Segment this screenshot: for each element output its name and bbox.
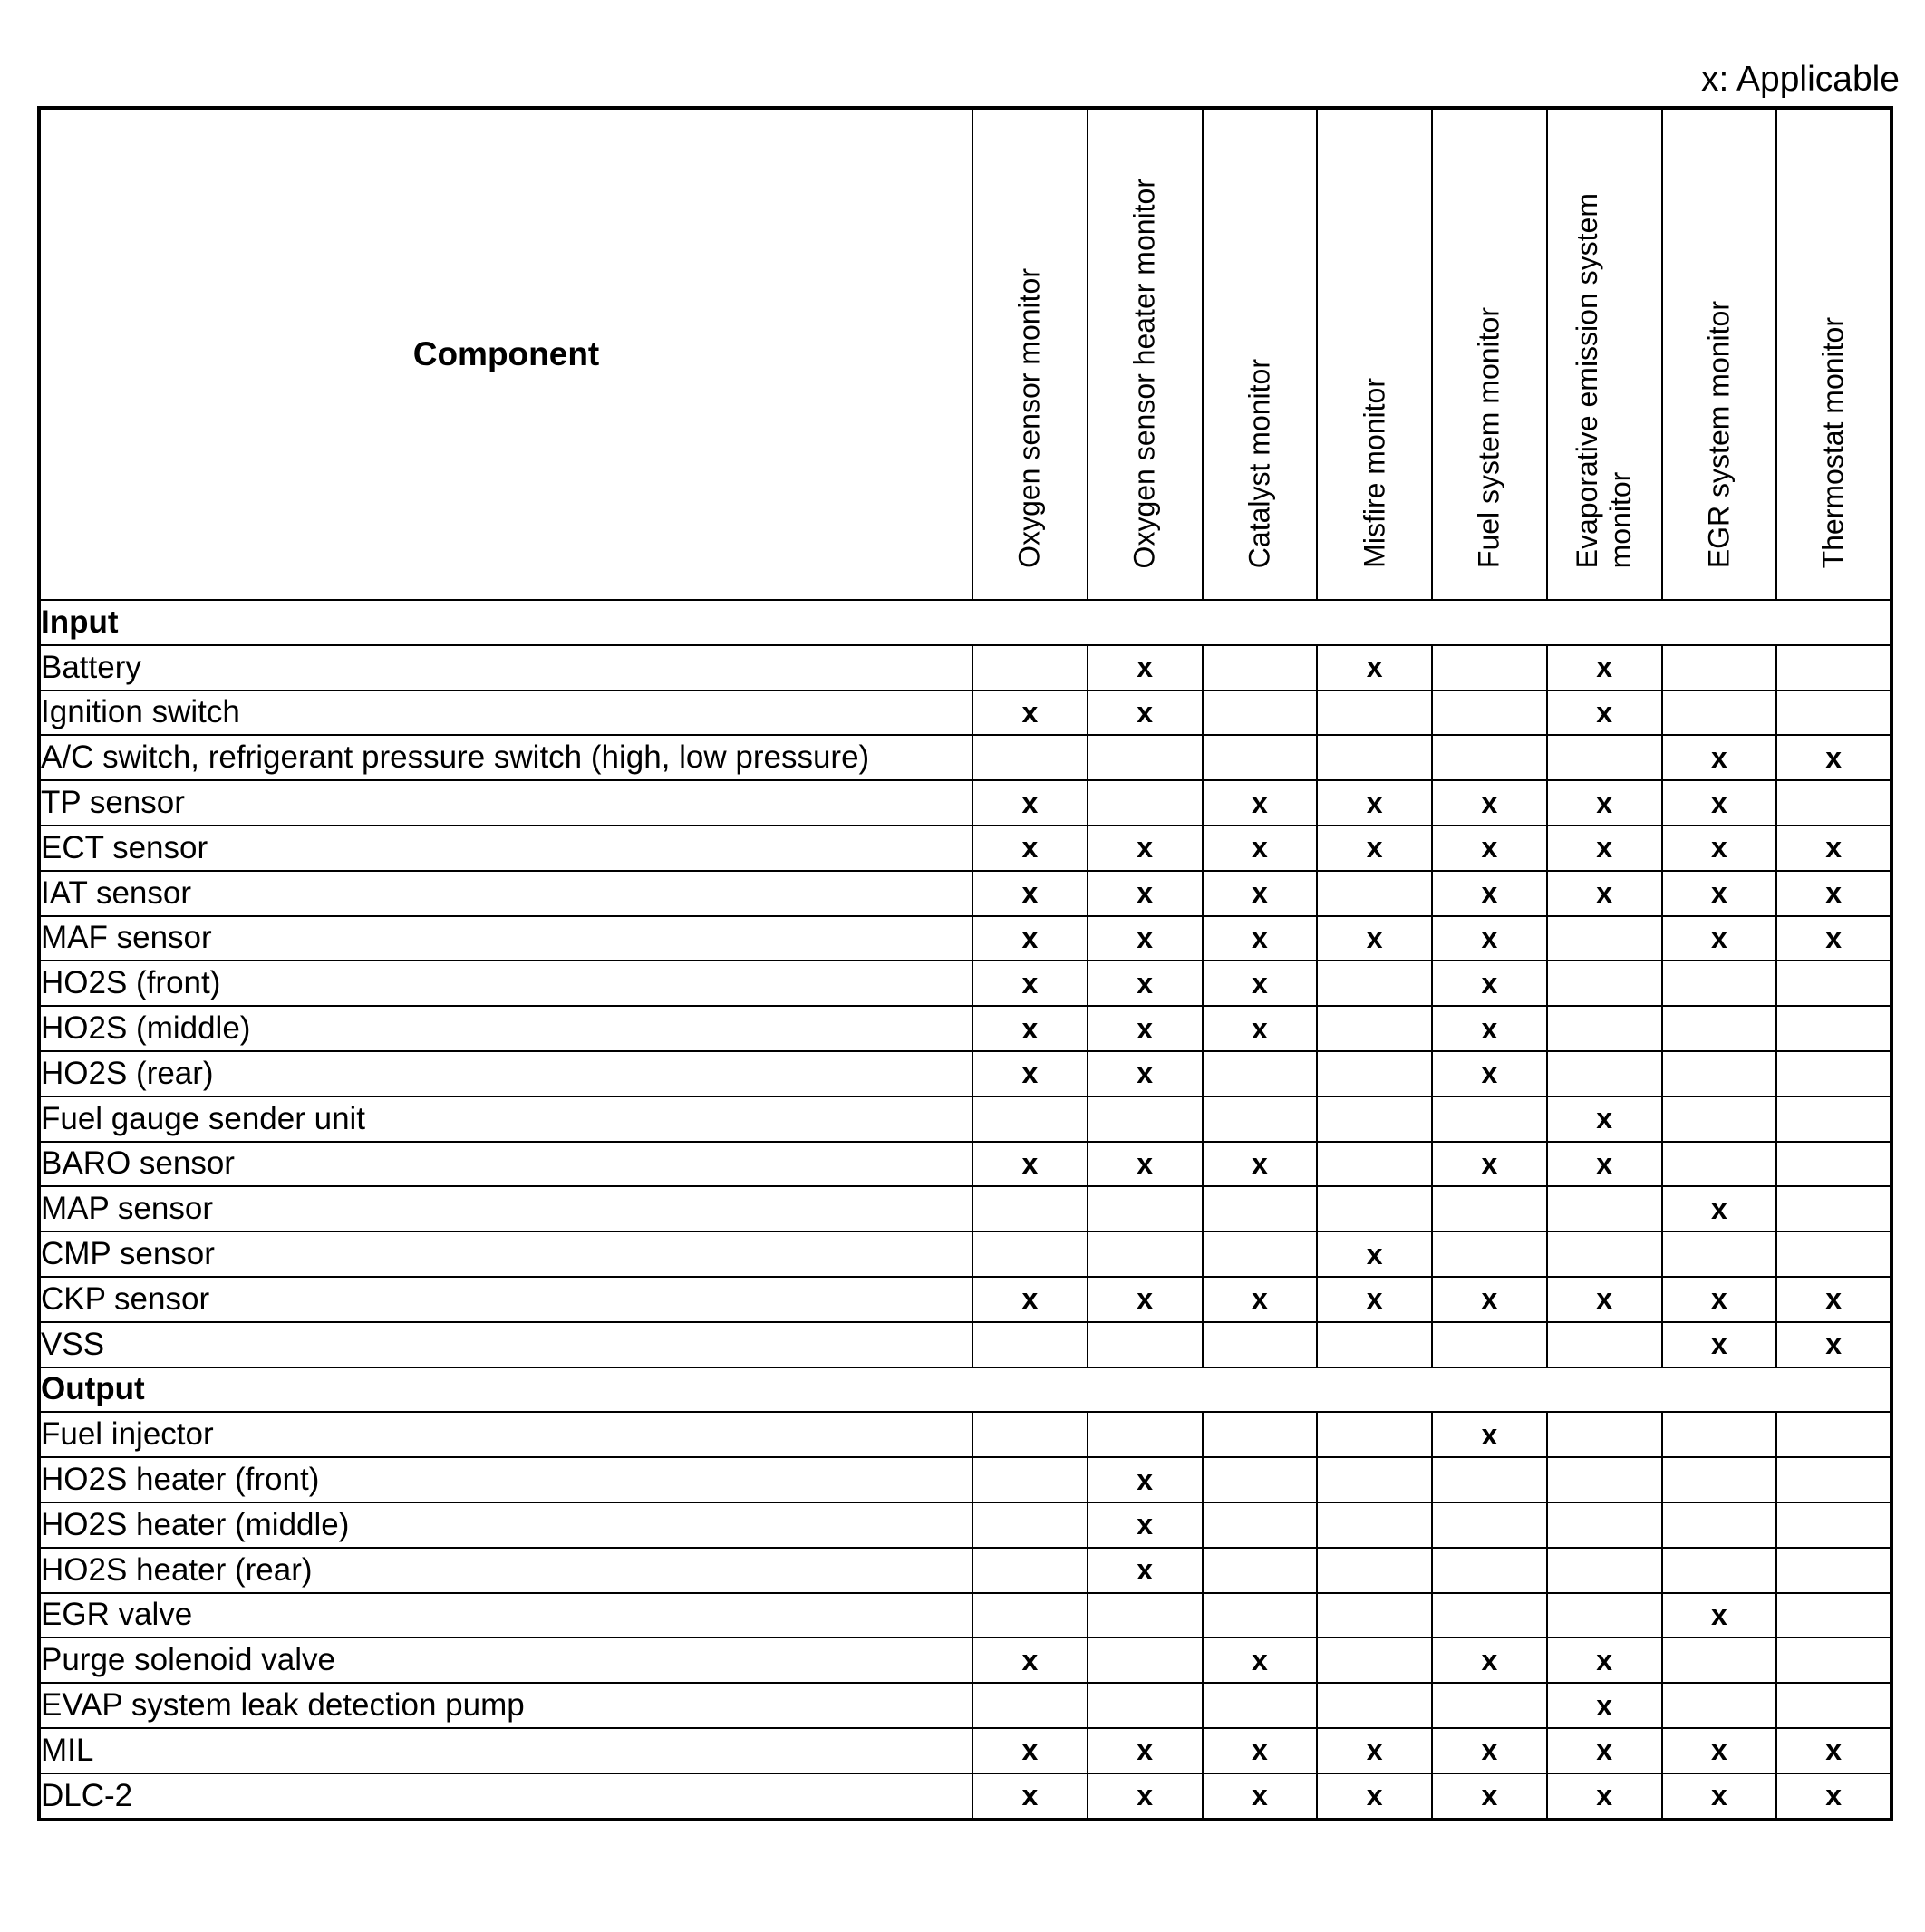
empty-cell: [1432, 645, 1547, 691]
applicable-mark: x: [1547, 871, 1662, 916]
component-label: CKP sensor: [39, 1277, 972, 1322]
component-label: A/C switch, refrigerant pressure switch (high, low pressure): [39, 735, 972, 780]
applicable-mark: x: [1317, 916, 1432, 961]
component-label: HO2S (rear): [39, 1051, 972, 1096]
empty-cell: [1317, 961, 1432, 1006]
empty-cell: [1776, 1051, 1891, 1096]
empty-cell: [1776, 1683, 1891, 1728]
applicable-mark: x: [1317, 1232, 1432, 1277]
component-label: CMP sensor: [39, 1232, 972, 1277]
empty-cell: [1432, 1232, 1547, 1277]
empty-cell: [1432, 1502, 1547, 1548]
empty-cell: [1662, 961, 1777, 1006]
applicable-mark: x: [1203, 1277, 1318, 1322]
empty-cell: [1317, 1637, 1432, 1683]
table-row: [39, 916, 1891, 961]
applicable-mark: x: [1203, 916, 1318, 961]
empty-cell: [1203, 1683, 1318, 1728]
applicable-mark: x: [1547, 645, 1662, 691]
applicable-mark: x: [1662, 1277, 1777, 1322]
table-row: [39, 826, 1891, 871]
empty-cell: [1432, 1322, 1547, 1367]
table-row: [39, 691, 1891, 736]
applicable-mark: x: [1547, 1728, 1662, 1773]
table-row: [39, 1593, 1891, 1638]
applicable-mark: x: [1776, 1728, 1891, 1773]
empty-cell: [972, 1593, 1088, 1638]
empty-cell: [1776, 961, 1891, 1006]
empty-cell: [1203, 691, 1318, 736]
monitor-header-label: Catalyst monitor: [1243, 358, 1276, 568]
applicable-mark: x: [1662, 1728, 1777, 1773]
table-row: [39, 1277, 1891, 1322]
empty-cell: [1776, 691, 1891, 736]
empty-cell: [1203, 735, 1318, 780]
monitor-header-label: Evaporative emission system monitor: [1571, 192, 1638, 568]
empty-cell: [1547, 1051, 1662, 1096]
table-row: [39, 1006, 1891, 1051]
applicable-mark: x: [1432, 826, 1547, 871]
empty-cell: [1432, 735, 1547, 780]
empty-cell: [1432, 1593, 1547, 1638]
component-label: IAT sensor: [39, 871, 972, 916]
empty-cell: [1317, 1051, 1432, 1096]
applicable-mark: x: [1088, 916, 1203, 961]
table-row: [39, 1322, 1891, 1367]
applicable-mark: x: [1088, 1502, 1203, 1548]
monitor-header-evaporative-emission: [1547, 108, 1662, 600]
empty-cell: [1776, 1548, 1891, 1593]
applicable-mark: x: [1088, 1773, 1203, 1820]
applicable-mark: x: [1432, 1728, 1547, 1773]
empty-cell: [972, 1457, 1088, 1502]
component-label: VSS: [39, 1322, 972, 1367]
applicable-mark: x: [1088, 1457, 1203, 1502]
empty-cell: [1317, 1096, 1432, 1142]
applicable-mark: x: [972, 1728, 1088, 1773]
empty-cell: [1662, 1457, 1777, 1502]
component-column-header: Component: [39, 108, 972, 600]
component-label: HO2S heater (rear): [39, 1548, 972, 1593]
empty-cell: [1547, 1457, 1662, 1502]
section-title: Output: [39, 1367, 1891, 1413]
empty-cell: [1432, 1096, 1547, 1142]
applicable-mark: x: [1547, 1637, 1662, 1683]
component-label: HO2S heater (front): [39, 1457, 972, 1502]
applicable-mark: x: [1317, 1773, 1432, 1820]
empty-cell: [1662, 691, 1777, 736]
empty-cell: [1432, 1457, 1547, 1502]
table-row: [39, 961, 1891, 1006]
monitor-header-oxygen-sensor-heater: [1088, 108, 1203, 600]
applicable-mark: x: [1776, 735, 1891, 780]
applicable-mark: x: [1317, 1728, 1432, 1773]
table-row: [39, 871, 1891, 916]
empty-cell: [1662, 1006, 1777, 1051]
empty-cell: [1547, 916, 1662, 961]
applicable-mark: x: [1662, 1593, 1777, 1638]
empty-cell: [1662, 1548, 1777, 1593]
empty-cell: [1776, 780, 1891, 826]
empty-cell: [1317, 1006, 1432, 1051]
applicable-mark: x: [1662, 1186, 1777, 1232]
empty-cell: [1203, 1457, 1318, 1502]
empty-cell: [1088, 1096, 1203, 1142]
applicable-mark: x: [1203, 780, 1318, 826]
component-label: Fuel gauge sender unit: [39, 1096, 972, 1142]
empty-cell: [1317, 1186, 1432, 1232]
empty-cell: [1432, 1683, 1547, 1728]
component-label: EGR valve: [39, 1593, 972, 1638]
applicable-mark: x: [1432, 1773, 1547, 1820]
applicable-mark: x: [1088, 1051, 1203, 1096]
component-label: Ignition switch: [39, 691, 972, 736]
empty-cell: [1662, 1096, 1777, 1142]
monitor-component-table: [37, 106, 1893, 1821]
applicable-mark: x: [1203, 1773, 1318, 1820]
empty-cell: [1547, 735, 1662, 780]
applicable-mark: x: [1432, 1006, 1547, 1051]
empty-cell: [1662, 1502, 1777, 1548]
empty-cell: [1317, 1502, 1432, 1548]
empty-cell: [1088, 1637, 1203, 1683]
applicable-mark: x: [1662, 1322, 1777, 1367]
applicable-mark: x: [1432, 1142, 1547, 1187]
table-row: [39, 1457, 1891, 1502]
applicable-mark: x: [972, 1277, 1088, 1322]
applicable-mark: x: [1432, 1412, 1547, 1457]
empty-cell: [1776, 1142, 1891, 1187]
empty-cell: [1088, 1186, 1203, 1232]
empty-cell: [1088, 735, 1203, 780]
applicable-mark: x: [1776, 826, 1891, 871]
table-row: [39, 1412, 1891, 1457]
empty-cell: [1547, 1412, 1662, 1457]
empty-cell: [972, 735, 1088, 780]
section-row: [39, 600, 1891, 645]
empty-cell: [972, 1412, 1088, 1457]
component-label: MIL: [39, 1728, 972, 1773]
empty-cell: [1547, 1502, 1662, 1548]
applicable-mark: x: [1432, 916, 1547, 961]
table-row: [39, 1051, 1891, 1096]
table-row: [39, 1637, 1891, 1683]
component-label: DLC-2: [39, 1773, 972, 1820]
table-row: [39, 780, 1891, 826]
applicable-mark: x: [1662, 826, 1777, 871]
applicable-mark: x: [1547, 780, 1662, 826]
component-label: EVAP system leak detection pump: [39, 1683, 972, 1728]
empty-cell: [1662, 1232, 1777, 1277]
empty-cell: [1662, 1637, 1777, 1683]
empty-cell: [1547, 1186, 1662, 1232]
component-label: HO2S (front): [39, 961, 972, 1006]
monitor-header-thermostat: [1776, 108, 1891, 600]
table-row: [39, 1142, 1891, 1187]
empty-cell: [1317, 871, 1432, 916]
applicable-mark: x: [1776, 871, 1891, 916]
applicable-mark: x: [972, 1051, 1088, 1096]
empty-cell: [1088, 1322, 1203, 1367]
table-row: [39, 1502, 1891, 1548]
applicable-mark: x: [1432, 1051, 1547, 1096]
applicable-mark: x: [1203, 871, 1318, 916]
applicable-mark: x: [1547, 826, 1662, 871]
monitor-header-label: EGR system monitor: [1702, 300, 1736, 568]
applicable-mark: x: [972, 826, 1088, 871]
empty-cell: [1203, 1096, 1318, 1142]
applicable-mark: x: [1662, 780, 1777, 826]
empty-cell: [1547, 1593, 1662, 1638]
applicable-mark: x: [972, 1142, 1088, 1187]
empty-cell: [1203, 1502, 1318, 1548]
applicable-mark: x: [972, 871, 1088, 916]
empty-cell: [1432, 1548, 1547, 1593]
empty-cell: [1776, 1096, 1891, 1142]
component-label: Battery: [39, 645, 972, 691]
empty-cell: [1088, 780, 1203, 826]
empty-cell: [1776, 1637, 1891, 1683]
applicable-mark: x: [1317, 1277, 1432, 1322]
section-row: [39, 1367, 1891, 1413]
table-row: [39, 1232, 1891, 1277]
monitor-header-label: Oxygen sensor monitor: [1012, 268, 1046, 568]
applicable-mark: x: [1547, 1683, 1662, 1728]
table-row: [39, 1186, 1891, 1232]
empty-cell: [1203, 1186, 1318, 1232]
empty-cell: [1547, 1006, 1662, 1051]
applicable-mark: x: [1776, 916, 1891, 961]
applicable-mark: x: [1203, 1637, 1318, 1683]
applicable-mark: x: [1432, 961, 1547, 1006]
monitor-header-label: Thermostat monitor: [1816, 316, 1850, 568]
empty-cell: [1662, 1683, 1777, 1728]
applicable-mark: x: [972, 916, 1088, 961]
applicable-mark: x: [1203, 826, 1318, 871]
applicable-mark: x: [1662, 735, 1777, 780]
monitor-header-label: Misfire monitor: [1358, 378, 1391, 568]
applicable-mark: x: [972, 1637, 1088, 1683]
empty-cell: [972, 1322, 1088, 1367]
applicable-mark: x: [1432, 871, 1547, 916]
empty-cell: [1317, 1457, 1432, 1502]
empty-cell: [1317, 1548, 1432, 1593]
component-label: BARO sensor: [39, 1142, 972, 1187]
empty-cell: [1203, 1412, 1318, 1457]
table-body: [39, 600, 1891, 1820]
applicable-mark: x: [1203, 1142, 1318, 1187]
empty-cell: [1776, 1006, 1891, 1051]
applicable-mark: x: [1088, 961, 1203, 1006]
applicable-mark: x: [1088, 1728, 1203, 1773]
applicable-mark: x: [1432, 1277, 1547, 1322]
monitor-header-label: Fuel system monitor: [1472, 306, 1505, 568]
applicable-mark: x: [1203, 1006, 1318, 1051]
table-row: [39, 645, 1891, 691]
applicable-mark: x: [1776, 1322, 1891, 1367]
table-row: [39, 1096, 1891, 1142]
empty-cell: [1776, 1593, 1891, 1638]
component-label: Fuel injector: [39, 1412, 972, 1457]
applicable-mark: x: [1317, 780, 1432, 826]
empty-cell: [1203, 645, 1318, 691]
monitor-header-misfire: [1317, 108, 1432, 600]
applicable-mark: x: [1432, 780, 1547, 826]
empty-cell: [1547, 1232, 1662, 1277]
empty-cell: [1776, 645, 1891, 691]
table-row: [39, 1548, 1891, 1593]
applicable-mark: x: [1088, 871, 1203, 916]
empty-cell: [1317, 735, 1432, 780]
empty-cell: [1317, 1683, 1432, 1728]
applicable-mark: x: [1547, 1277, 1662, 1322]
component-label: MAP sensor: [39, 1186, 972, 1232]
empty-cell: [1547, 1548, 1662, 1593]
applicable-mark: x: [1317, 645, 1432, 691]
empty-cell: [1776, 1502, 1891, 1548]
header-row: [39, 108, 1891, 600]
empty-cell: [1432, 691, 1547, 736]
applicable-mark: x: [1776, 1277, 1891, 1322]
applicable-mark: x: [1088, 1548, 1203, 1593]
component-label: TP sensor: [39, 780, 972, 826]
empty-cell: [1203, 1322, 1318, 1367]
applicable-mark: x: [972, 961, 1088, 1006]
empty-cell: [1088, 1593, 1203, 1638]
component-label: ECT sensor: [39, 826, 972, 871]
empty-cell: [1547, 961, 1662, 1006]
applicable-mark: x: [1088, 691, 1203, 736]
empty-cell: [972, 1096, 1088, 1142]
empty-cell: [972, 1548, 1088, 1593]
empty-cell: [1203, 1232, 1318, 1277]
table-row: [39, 735, 1891, 780]
applicable-mark: x: [1662, 1773, 1777, 1820]
applicable-mark: x: [1088, 1142, 1203, 1187]
applicable-mark: x: [1088, 1277, 1203, 1322]
component-label: HO2S heater (middle): [39, 1502, 972, 1548]
applicable-mark: x: [1088, 645, 1203, 691]
monitor-header-catalyst: [1203, 108, 1318, 600]
empty-cell: [1317, 1593, 1432, 1638]
applicable-mark: x: [1547, 1096, 1662, 1142]
applicable-mark: x: [972, 1006, 1088, 1051]
empty-cell: [1776, 1412, 1891, 1457]
table-row: [39, 1683, 1891, 1728]
empty-cell: [1317, 1322, 1432, 1367]
component-label: HO2S (middle): [39, 1006, 972, 1051]
empty-cell: [1088, 1232, 1203, 1277]
applicable-mark: x: [1317, 826, 1432, 871]
empty-cell: [1662, 1412, 1777, 1457]
empty-cell: [972, 1232, 1088, 1277]
applicable-mark: x: [1662, 871, 1777, 916]
empty-cell: [1432, 1186, 1547, 1232]
table-row: [39, 1773, 1891, 1820]
empty-cell: [1317, 1412, 1432, 1457]
component-label: MAF sensor: [39, 916, 972, 961]
empty-cell: [1662, 1142, 1777, 1187]
applicable-mark: x: [1776, 1773, 1891, 1820]
applicable-mark: x: [1547, 691, 1662, 736]
empty-cell: [1547, 1322, 1662, 1367]
component-label: Purge solenoid valve: [39, 1637, 972, 1683]
empty-cell: [1776, 1457, 1891, 1502]
applicable-mark: x: [1203, 961, 1318, 1006]
empty-cell: [972, 1186, 1088, 1232]
empty-cell: [1203, 1593, 1318, 1638]
applicable-mark: x: [1547, 1773, 1662, 1820]
empty-cell: [1317, 1142, 1432, 1187]
applicable-mark: x: [1432, 1637, 1547, 1683]
applicable-mark: x: [1662, 916, 1777, 961]
empty-cell: [1203, 1051, 1318, 1096]
applicable-mark: x: [972, 780, 1088, 826]
monitor-header-oxygen-sensor: [972, 108, 1088, 600]
applicable-mark: x: [1088, 1006, 1203, 1051]
monitor-header-fuel-system: [1432, 108, 1547, 600]
empty-cell: [972, 1683, 1088, 1728]
legend-note: x: Applicable: [1701, 60, 1900, 99]
empty-cell: [1662, 645, 1777, 691]
applicable-mark: x: [1547, 1142, 1662, 1187]
empty-cell: [972, 645, 1088, 691]
empty-cell: [1662, 1051, 1777, 1096]
monitor-header-label: Oxygen sensor heater monitor: [1127, 178, 1161, 568]
monitor-header-egr-system: [1662, 108, 1777, 600]
applicable-mark: x: [972, 691, 1088, 736]
section-title: Input: [39, 600, 1891, 645]
empty-cell: [972, 1502, 1088, 1548]
empty-cell: [1088, 1412, 1203, 1457]
applicable-mark: x: [1088, 826, 1203, 871]
empty-cell: [1776, 1186, 1891, 1232]
applicable-mark: x: [972, 1773, 1088, 1820]
applicable-mark: x: [1203, 1728, 1318, 1773]
empty-cell: [1776, 1232, 1891, 1277]
table-row: [39, 1728, 1891, 1773]
empty-cell: [1317, 691, 1432, 736]
empty-cell: [1088, 1683, 1203, 1728]
empty-cell: [1203, 1548, 1318, 1593]
